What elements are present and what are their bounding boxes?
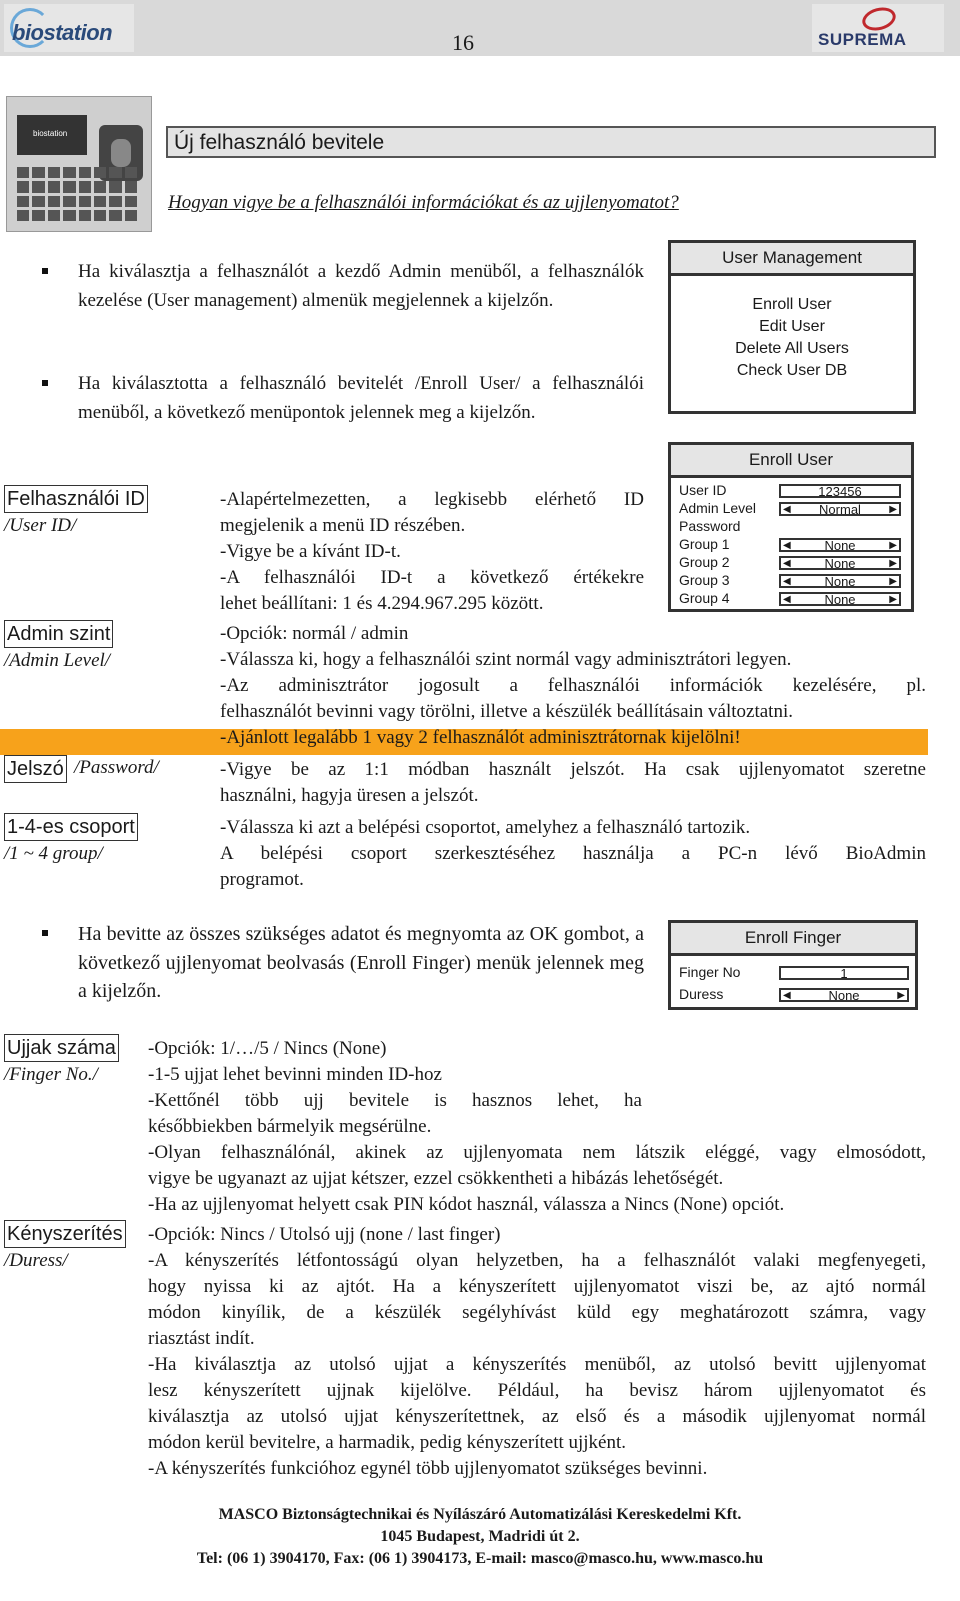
lcd-row-finger-no [671,964,915,986]
duress-selector[interactable]: ◀ None ▶ [779,988,909,1002]
lcd-title: User Management [671,243,913,276]
label-password-en: /Password/ [74,757,159,778]
lcd-key: Admin Level [679,500,757,516]
device-screen-label: biostation [33,129,68,138]
lcd-user-management [668,240,916,414]
bullet-paragraph-1: Ha kiválasztja a felhasználót a kezdő Admin menüből, a felhasználók kezelése (User management) almenük megjelennek a kijelzőn. [78,261,644,311]
label-admin-level: Admin szint [4,620,113,648]
lcd-key: Password [679,518,741,534]
device-keypad [17,167,137,221]
lcd-key: Group 2 [679,554,730,570]
lcd-key: Group 3 [679,572,730,588]
arrow-right-icon: ▶ [897,990,905,1001]
lcd-title: Enroll User [671,445,911,478]
lcd-key: User ID [679,482,727,498]
biostation-logo-text: biostation [12,20,113,45]
arrow-right-icon: ▶ [889,594,897,605]
lcd-row-group-4 [671,590,911,608]
suprema-logo [812,4,944,52]
device-image [6,96,152,232]
admin-level-selector[interactable]: ◀ Normal ▶ [779,502,901,516]
group-2-selector[interactable]: ◀ None ▶ [779,556,901,570]
lcd-row-group-2 [671,554,911,572]
suprema-logo-text: SUPREMA [818,30,907,49]
group-4-selector[interactable]: ◀ None ▶ [779,592,901,606]
arrow-right-icon: ▶ [889,504,897,515]
lcd-row-password [671,518,911,536]
user-id-field[interactable]: 123456 [779,484,901,498]
group-1-selector[interactable]: ◀ None ▶ [779,538,901,552]
device-screen [17,115,87,155]
arrow-left-icon: ◀ [783,576,791,587]
lcd-enroll-user [668,442,914,612]
lcd-title: Enroll Finger [671,923,915,956]
finger-no-field[interactable]: 1 [779,966,909,980]
lcd-row-group-1 [671,536,911,554]
bullet-paragraph-3: Ha bevitte az összes szükséges adatot és megnyomta az OK gombot, a következő ujjlenyomat beolvasás (Enroll Finger) menük jelennek meg a kijelzőn. [78,923,644,1002]
label-password: Jelszó [4,755,67,783]
bullet-icon [42,380,48,386]
footer-contact: Tel: (06 1) 3904170, Fax: (06 1) 3904173, E-mail: masco@masco.hu, www.masco.hu [196,1550,764,1567]
section-title: Új felhasználó bevitele [166,126,936,158]
label-duress: Kényszerítés [4,1220,126,1248]
menu-item-check-user-db[interactable]: Check User DB [736,362,848,379]
lcd-key: Group 1 [679,536,730,552]
arrow-left-icon: ◀ [783,594,791,605]
arrow-left-icon: ◀ [783,558,791,569]
label-user-id-en: /User ID/ [4,515,77,536]
bullet-icon [42,930,48,936]
page-number: 16 [452,30,474,55]
desc-duress: -Opciók: Nincs / Utolsó ujj (none / last finger) -A kényszerítés létfontosságú olyan helyzetben, ha a felhasználót valaki megfenyegeti, hogy nyissa ki az ajtót. Ha a kényszerített ujjlenyomatot viszi be, az ajtó normál módon kinyílik, de a készülék segélyhívást küld egy meghatározott számra, vagy riasztást indít. -Ha kiválasztja az utolsó ujjat a kényszerítés menüből, az utolsó bevitt ujjlenyomat lesz kényszerített ujjnak kijelölve. Például, ha bevisz három ujjlenyomatot és kiválasztja az utolsó ujjat kényszerítettnek, az első és a második ujjlenyomat normál módon kerül bevitelre, a harmadik, pedig kényszerített ujjként. -A kényszerítés funkcióhoz egynél több ujjlenyomatot szükséges bevinni. [148,1224,926,1479]
lcd-key: Duress [679,986,724,1002]
label-user-id: Felhasználói ID [4,485,148,513]
footer-company: MASCO Biztonságtechnikai és Nyílászáró Automatizálási Kereskedelmi Kft. [218,1506,742,1523]
lcd-key: Group 4 [679,590,730,606]
arrow-right-icon: ▶ [889,558,897,569]
label-duress-en: /Duress/ [4,1250,68,1271]
desc-admin-level: -Opciók: normál / admin -Válassza ki, hogy a felhasználói szint normál vagy adminisztrátori legyen. -Az adminisztrátor jogosult a felhasználói információk kezelésére, pl. felhasználót bevinni vagy törölni, illetve a készülék beállításain változtatni. -Ajánlott legalább 1 vagy 2 felhasználót adminisztrátornak kijelölni! [220,623,926,748]
label-finger-no-en: /Finger No./ [4,1064,98,1085]
label-admin-level-en: /Admin Level/ [4,650,111,671]
arrow-left-icon: ◀ [783,990,791,1001]
label-group: 1-4-es csoport [4,813,138,841]
arrow-right-icon: ▶ [889,540,897,551]
label-finger-no: Ujjak száma [4,1034,119,1062]
footer-address: 1045 Budapest, Madridi út 2. [380,1528,580,1545]
bullet-paragraph-2: Ha kiválasztotta a felhasználó bevitelét /Enroll User/ a felhasználói menüből, a következő menüpontok jelennek meg a kijelzőn. [78,373,644,423]
desc-finger-no: -Opciók: 1/…/5 / Nincs (None) -1-5 ujjat lehet bevinni minden ID-hoz -Kettőnél több ujj bevitele is hasznos lehet, ha későbbiekben bármelyik megsérülne. -Olyan felhasználónál, akinek az ujjlenyomata nem látszik eléggé, vagy elmosódott, vigye be ugyanazt az ujjat kétszer, ezzel csökkentheti a hibázás lehetőségét. -Ha az ujjlenyomat helyett csak PIN kódot használ, válassza a Nincs (None) opciót. [148,1038,926,1215]
lcd-key: Finger No [679,964,741,980]
desc-password: -Vigye be az 1:1 módban használt jelszót. Ha csak ujjlenyomatot szeretne használni, hagyja üresen a jelszót. [220,759,926,806]
desc-user-id: -Alapértelmezetten, a legkisebb elérhető ID megjelenik a menü ID részében. -Vigye be a kívánt ID-t. -A felhasználói ID-t a következő értékekre lehet beállítani: 1 és 4.294.967.295 között. [220,489,644,614]
section-subtitle: Hogyan vigye be a felhasználói információkat és az ujjlenyomatot? [168,192,679,213]
group-3-selector[interactable]: ◀ None ▶ [779,574,901,588]
bullet-icon [42,268,48,274]
arrow-left-icon: ◀ [783,504,791,515]
menu-item-delete-all-users[interactable]: Delete All Users [735,340,849,357]
lcd-row-admin-level [671,500,911,518]
desc-group: -Válassza ki azt a belépési csoportot, amelyhez a felhasználó tartozik. A belépési csoport szerkesztéséhez használja a PC-n lévő BioAdmin programot. [220,817,926,890]
lcd-row-duress [671,986,915,1004]
lcd-row-group-3 [671,572,911,590]
menu-item-enroll-user[interactable]: Enroll User [752,296,832,313]
lcd-row-user-id [671,482,911,500]
label-group-en: /1 ~ 4 group/ [4,843,103,864]
lcd-enroll-finger [668,920,918,1010]
lcd-menu [671,294,913,382]
arrow-left-icon: ◀ [783,540,791,551]
menu-item-edit-user[interactable]: Edit User [759,318,825,335]
biostation-logo [4,4,134,52]
arrow-right-icon: ▶ [889,576,897,587]
